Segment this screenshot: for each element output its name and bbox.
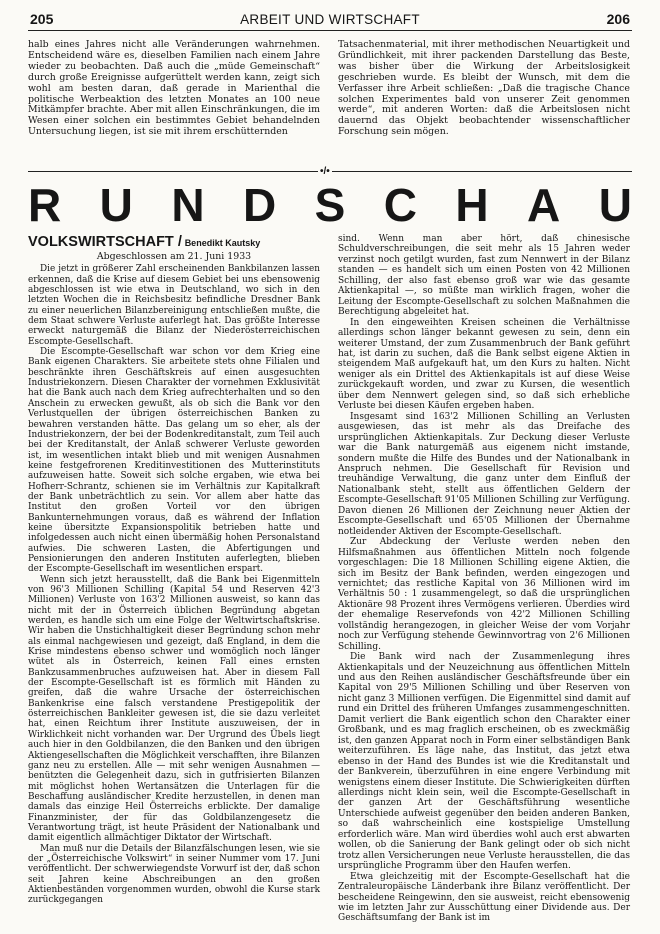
- paragraph: Etwa gleichzeitig mit der Escompte-Gesellschaft hat die Zentraleuropäische Länderbank ihre Bilanz veröffentlicht. Der bescheidene Reingewinn, den sie ausweist, reicht ebensowenig wie im letzten Jahr zur Ausschüttung einer Dividende aus. Der Geschäftsumfang der Bank ist im: [338, 871, 630, 924]
- masthead-letter: A: [527, 179, 561, 231]
- paragraph: Insgesamt sind 163'2 Millionen Schilling an Verlusten ausgewiesen, das ist mehr als das Dreifache des ursprünglichen Aktienkapitals. Zur Deckung dieser Verluste war die Bank naturgemäß aus eigenem nicht imstande, sondern mußte die Hilfe des Bundes und der Nationalbank in Anspruch nehmen. Die Gesellschaft für Revision und treuhändige Verwaltung, die ganz unter dem Einfluß der Nationalbank steht, stellt aus öffentlichen Geldern der Escompte-Gesellschaft 91'05 Millionen Schilling zur Verfügung. Davon dienen 26 Millionen der Zeichnung neuer Aktien der Escompte-Gesellschaft und 65'05 Millionen der Übernahme notleidender Aktiven der Escompte-Gesellschaft.: [338, 411, 630, 537]
- paragraph: Die Bank wird nach der Zusammenlegung ihres Aktienkapitals und der Neuzeichnung aus öffentlichen Mitteln und aus den Reihen ausländischer Geschäftsfreunde über ein Kapital von 29'5 Millionen Schilling und über Reserven von nicht ganz 3 Millionen verfügen. Die Eigenmittel sind damit auf rund ein Drittel des früheren Umfanges zusammengeschnitten. Damit verliert die Bank eigentlich schon den Charakter einer Großbank, und es mag fraglich erscheinen, ob es zweckmäßig ist, den ganzen Apparat noch in Form einer selbständigen Bank weiterzuführen. Es läge nahe, das Institut, das jetzt etwa ebenso in der Hand des Bundes ist wie die Kreditanstalt und der Bankverein, überzuführen in eine engere Verbindung mit wenigstens einem dieser Institute. Die Schwierigkeiten dürften allerdings nicht klein sein, weil die Escompte-Gesellschaft in der ganzen Art der Geschäftsführung wesentliche Unterschiede aufweist gegenüber den beiden anderen Banken, so daß wahrscheinlich eine kostspielige Umstellung erforderlich wäre. Man wird überdies wohl auch erst abwarten wollen, ob die Sanierung der Bank gelingt oder ob sich nicht trotz allen Versicherungen neue Verluste herausstellen, die das ursprüngliche Programm über den Haufen werfen.: [338, 652, 630, 872]
- rundschau-masthead: [28, 180, 632, 230]
- page-number-left: 205: [30, 11, 54, 27]
- paragraph: Die jetzt in größerer Zahl erscheinenden Bankbilanzen lassen erkennen, daß die Krise auf diesem Gebiet bei uns ebensowenig abgeschlossen ist wie etwa in Deutschland, wo sich in den letzten Wochen die in Reichsbesitz befindliche Dresdner Bank zu einer neuerlichen Bilanzbereinigung entschließen mußte, die dem Staat schwere Verluste auferlegt hat. Das größte Interesse erweckt naturgemäß die Bilanz der Niederösterreichischen Escompte-Gesellschaft.: [28, 264, 320, 347]
- top-column-right: [338, 40, 630, 138]
- top-column-left: [28, 40, 320, 138]
- author-name: Benedikt Kautsky: [184, 238, 261, 248]
- masthead-letter: U: [598, 179, 632, 231]
- dateline: Abgeschlossen am 21. Juni 1933: [96, 251, 252, 262]
- masthead-letter: N: [171, 179, 205, 231]
- paragraph: halb eines Jahres nicht alle Veränderungen wahrnehmen. Entscheidend wäre es, dieselben Familien nach einem Jahre wieder zu beobachten. Daß auch die „müde Gemeinschaft“ durch große Ereignisse aufgerüttelt werden kann, zeigt sich wohl am besten daran, daß gerade in Marienthal die politische Werbeaktion des letzten Monates an 100 neue Mitkämpfer brachte. Aber mit allen Einschränkungen, die im Wesen einer solchen ein bestimmtes Gebiet behandelnden Untersuchung liegen, ist sie mit ihrem erschütternden: [28, 39, 320, 138]
- section-heading-line: [28, 234, 320, 251]
- paragraph: sind. Wenn man aber hört, daß chinesische Schuldverschreibungen, die seit mehr als 15 Jahren weder verzinst noch getilgt wurden, fast zum Nennwert in der Bilanz standen — es handelt sich um einen Posten von 42 Millionen Schilling, der also fast ebenso groß war wie das gesamte Aktienkapital —, so müßte man wirklich fragen, woher die Leitung der Escompte-Gesellschaft zu solchen Maßnahmen die Berechtigung abgeleitet hat.: [338, 234, 630, 318]
- paragraph: Tatsachenmaterial, mit ihrer methodischen Neuartigkeit und Gründlichkeit, mit ihrer packenden Darstellung das Beste, was bisher über die Wirkung der Arbeitslosigkeit geschrieben wurde. Es bleibt der Wunsch, mit dem die Verfasser ihre Arbeit schließen: „Daß die tragische Chance solchen Experimentes bald von unserer Zeit genommen werde“, mit anderen Worten: daß die Arbeitslosen nicht dauernd das Objekt beobachtender wissenschaftlicher Forschung sein mögen.: [338, 39, 630, 138]
- paragraph: Die Escompte-Gesellschaft war schon vor dem Krieg eine Bank eigenen Charakters. Sie arbeitete stets ohne Filialen und beschränkte ihren Geschäftskreis auf einen ausgesuchten Industriekonzern. Diesen Charakter der vornehmen Exklusivität hat die Bank auch nach dem Krieg aufrechterhalten und so den Anschein zu erwecken gewußt, als ob sich die Bank vor den Verlustquellen der übrigen österreichischen Banken zu bewahren verstanden hätte. Das gelang um so eher, als der Industriekonzern, der bei der Bodenkreditanstalt, zum Teil auch bei der Kreditanstalt, der Anlaß schwerer Verluste geworden ist, im wesentlichen intakt blieb und mit wenigen Ausnahmen keine festgefrorenen Kreditinvestitionen des Mutterinstituts aufzuweisen hatte. Soweit sich solche ergaben, wie etwa bei Hofherr-Schrantz, schienen sie im Verhältnis zur Kapitalkraft der Bank unbeträchtlich zu sein. Vor allem aber hatte das Institut den großen Vorteil vor den übrigen Bankunternehmungen voraus, daß es während der Inflation keine übersitzte Expansionspolitik betrieben hatte und infolgedessen auch nicht einen übermäßig hohen Personalstand aufwies. Die schweren Lasten, die Abfertigungen und Pensionierungen den anderen Instituten auferlegten, blieben der Escompte-Gesellschaft im wesentlichen erspart.: [28, 347, 320, 575]
- paragraph: Zur Abdeckung der Verluste werden neben den Hilfsmaßnahmen aus öffentlichen Mitteln noch folgende vorgeschlagen: Die 18 Millionen Schilling eigene Aktien, die sich im Besitz der Bank befinden, werden eingezogen und vernichtet; das restliche Kapital von 36 Millionen wird im Verhältnis 50 : 1 zusammengelegt, so daß die ursprünglichen Aktionäre 98 Prozent ihres Vermögens verlieren. Überdies wird der ehemalige Reservefonds von 42'2 Millionen Schilling vollständig herangezogen, in gleicher Weise der vom Vorjahr noch zur Verfügung stehende Gewinnvortrag von 2'6 Millionen Schilling.: [338, 537, 630, 652]
- page-number-right: 206: [606, 11, 630, 27]
- paragraph: In den eingeweihten Kreisen scheinen die Verhältnisse allerdings schon länger bekannt gewesen zu sein, denn ein weiterer Umstand, der zum Zusammenbruch der Bank geführt hat, ist darin zu suchen, daß die Bank selbst eigene Aktien in steigendem Maß aufgekauft hat, um den Kurs zu halten. Nicht weniger als ein Drittel des Aktienkapitals ist auf diese Weise zurückgekauft worden, und zwar zu Kursen, die wesentlich über dem Nennwert gelegen sind, so daß sich erhebliche Verluste bei diesen Käufen ergeben haben.: [338, 317, 630, 412]
- paragraph: Man muß nur die Details der Bilanzfälschungen lesen, wie sie der „Österreichische Volkswirt“ in seiner Nummer vom 17. Juni veröffentlicht. Der schwerwiegendste Vorwurf ist der, daß schon seit Jahren keine Abschreibungen an den großen Aktienbeständen vorgenommen wurden, obwohl die Kurse stark zurückgegangen: [28, 843, 320, 906]
- section-heading: VOLKSWIRTSCHAFT /: [28, 234, 182, 250]
- divider-ornament: •/•: [320, 166, 330, 177]
- masthead-letter: S: [314, 179, 346, 231]
- running-title: ARBEIT UND WIRTSCHAFT: [240, 12, 420, 27]
- article-column-left: [28, 234, 320, 906]
- top-text-block: [28, 40, 632, 162]
- masthead-letter: R: [28, 179, 62, 231]
- paragraph: Wenn sich jetzt herausstellt, daß die Bank bei Eigenmitteln von 96'3 Millionen Schilling (Kapital 54 und Reserven 42'3 Millionen) Verluste von 163'2 Millionen ausweist, so kann das nicht mit der in Österreich üblichen Begründung abgetan werden, es handle sich um eine Folge der Weltwirtschaftskrise. Wir haben die Unstichhaltigkeit dieser Begründung schon mehr als einmal nachgewiesen und gezeigt, daß England, in dem die Krise mindestens ebenso schwer und womöglich noch länger wütet als in Österreich, keinen Fall eines ernsten Bankzusammenbruches aufzuweisen hat. Aber in diesem Fall der Escompte-Gesellschaft ist es förmlich mit Händen zu greifen, daß die wahre Ursache der österreichischen Bankenkrise eine falsch verstandene Prestigepolitik der österreichischen Bankleiter gewesen ist, die sie dazu verleitet hat, einen Reichtum ihrer Institute auszuweisen, der in Wirklichkeit nicht vorhanden war. Der Urgrund des Übels liegt auch hier in den Goldbilanzen, die den Banken und den übrigen Aktiengesellschaften die Möglichkeit verschafften, ihre Bilanzen ganz neu zu erstellen. Alle — mit sehr wenigen Ausnahmen — benützten die Gelegenheit dazu, sich in gutfrisierten Bilanzen mit möglichst hohen Wertansätzen die Unterlagen für die Beschaffung ausländischer Kredite herzustellen, in denen man damals das einzige Heil Österreichs erblickte. Der damalige Finanzminister, der für das Goldbilanzengesetz die Verantwortung trägt, ist heute Präsident der Nationalbank und damit eigentlich allmächtiger Diktator der Wirtschaft.: [28, 574, 320, 844]
- masthead-letter: U: [99, 179, 133, 231]
- masthead-letter: H: [455, 179, 489, 231]
- article-column-right: [338, 234, 630, 924]
- masthead-letter: C: [383, 179, 417, 231]
- masthead-letter: D: [242, 179, 277, 231]
- page-header: [28, 10, 632, 31]
- article-body: [28, 234, 632, 926]
